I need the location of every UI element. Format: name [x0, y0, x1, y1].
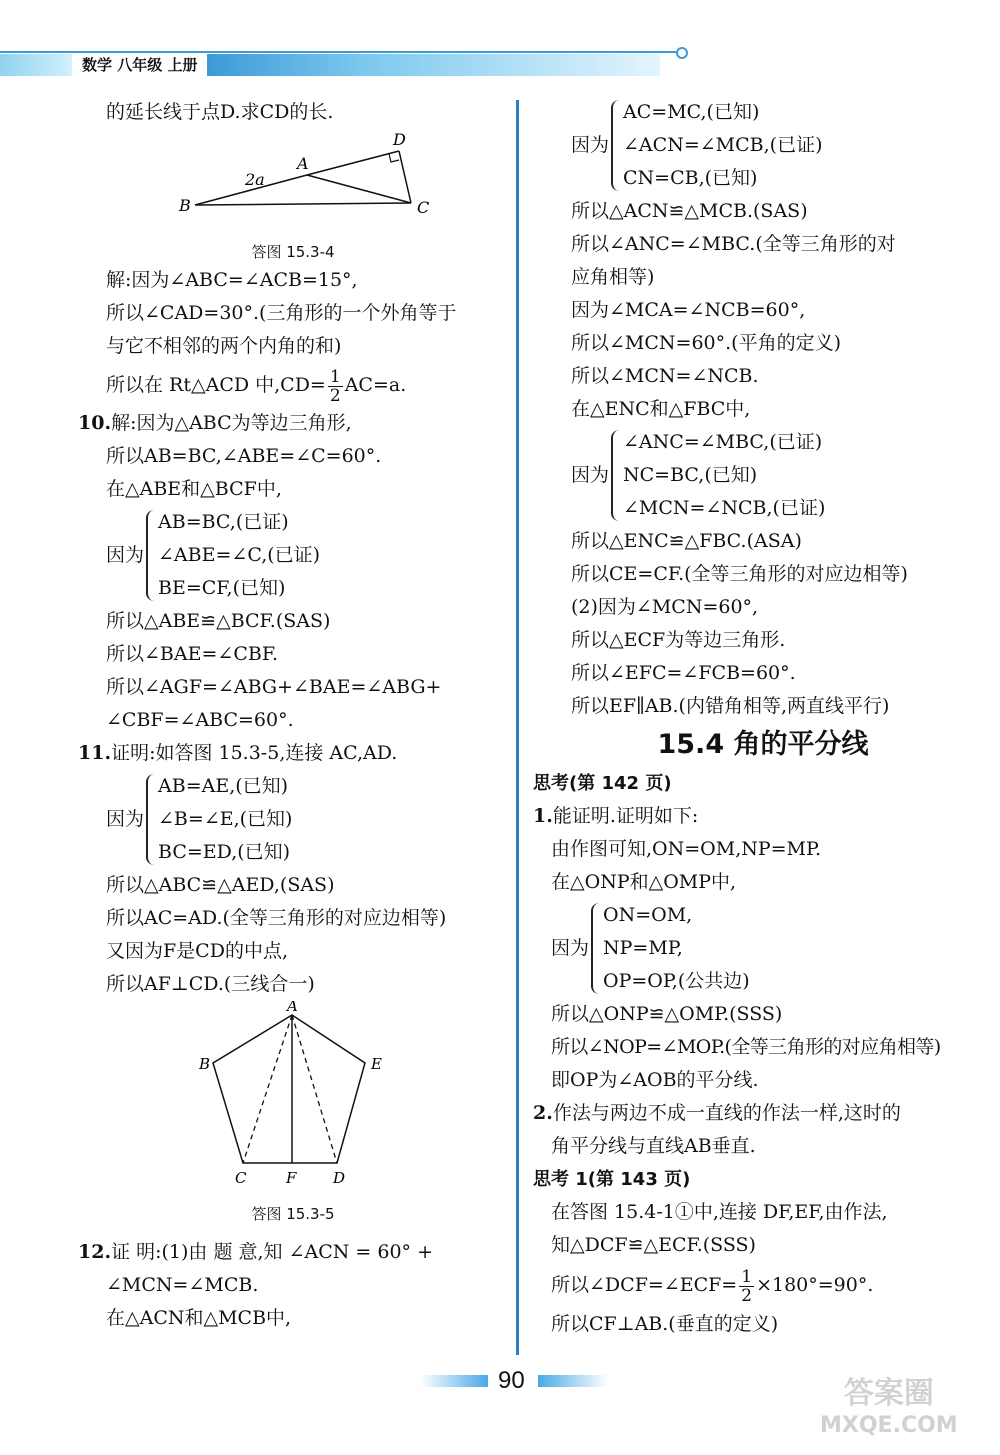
- brace-items: [623, 426, 825, 525]
- text-line: 解:因为∠ABC=∠ACB=15°,: [106, 269, 358, 291]
- text-line: 所以∠BAE=∠CBF.: [106, 643, 279, 665]
- footer-bar-left: [420, 1375, 488, 1387]
- label-d: D: [333, 1169, 346, 1187]
- text-span: 解:因为△ABC为等边三角形,: [111, 412, 352, 434]
- text-span: 证 明:(1)由 题 意,知 ∠ACN = 60° +: [111, 1241, 434, 1263]
- figure-15-3-5: [78, 1001, 508, 1226]
- because-label: 因为: [106, 544, 145, 566]
- watermark-line: MXQE.COM: [820, 1413, 958, 1438]
- brace-item: ∠B=∠E,(已知): [158, 808, 293, 830]
- text-line: 所以△ENC≌△FBC.(ASA): [571, 530, 802, 552]
- text-line: 在△ABE和△BCF中,: [106, 478, 282, 500]
- left-column: [78, 96, 508, 1335]
- brace-item: NC=BC,(已知): [623, 464, 758, 486]
- numerator: 1: [741, 1266, 753, 1287]
- text-line: 在答图 15.4-1①中,连接 DF,EF,由作法,: [551, 1201, 888, 1223]
- text-line: 所以∠MCN=∠NCB.: [571, 365, 759, 387]
- text-line: 又因为F是CD的中点,: [106, 940, 288, 962]
- page-header: [0, 46, 690, 80]
- because-label: 因为: [551, 937, 590, 959]
- label-b: B: [179, 196, 191, 215]
- text-line: 所以∠MCN=60°.(平角的定义): [571, 332, 841, 354]
- problem-11-heading: [78, 737, 508, 770]
- label-c: C: [417, 198, 430, 217]
- because-label: 因为: [571, 134, 610, 156]
- brace-group: [533, 96, 993, 195]
- brace-item: AB=BC,(已证): [158, 511, 289, 533]
- text-line: [533, 1262, 993, 1308]
- text-span: 所以在 Rt△ACD 中,CD=: [106, 374, 326, 396]
- text-line: 所以CE=CF.(全等三角形的对应边相等): [571, 563, 908, 585]
- brace-item: ∠ACN=∠MCB,(已证): [623, 134, 823, 156]
- text-line: ∠CBF=∠ABC=60°.: [106, 709, 294, 731]
- right-column: [533, 96, 993, 1341]
- text-line: 所以∠NOP=∠MOP.(全等三角形的对应角相等): [551, 1036, 941, 1058]
- label-c: C: [235, 1169, 247, 1187]
- problem-number: 10.: [78, 412, 112, 434]
- left-brace: [146, 510, 156, 601]
- text-line: 应角相等): [571, 266, 655, 288]
- text-line: 即OP为∠AOB的平分线.: [551, 1069, 759, 1091]
- text-span: 证明:如答图 15.3-5,连接 AC,AD.: [111, 742, 398, 764]
- text-line: 所以AB=BC,∠ABE=∠C=60°.: [106, 445, 382, 467]
- text-line: 所以∠EFC=∠FCB=60°.: [571, 662, 796, 684]
- watermark: [820, 1378, 958, 1442]
- question-1-heading: [533, 800, 993, 833]
- watermark-line: 答案圈: [843, 1376, 934, 1411]
- brace-item: OP=OP,(公共边): [603, 970, 750, 992]
- brace-group: [533, 899, 993, 998]
- because-label: 因为: [571, 464, 610, 486]
- left-brace: [591, 903, 601, 994]
- text-line: 所以∠CAD=30°.(三角形的一个外角等于: [106, 302, 457, 324]
- text-line: 所以AF⊥CD.(三线合一): [106, 973, 315, 995]
- question-2-heading: [533, 1097, 993, 1130]
- text-line: 所以△ABE≌△BCF.(SAS): [106, 610, 331, 632]
- text-line: 知△DCF≌△ECF.(SSS): [551, 1234, 756, 1256]
- text-line: 所以△ONP≌△OMP.(SSS): [551, 1003, 783, 1025]
- think-heading: 思考 1(第 143 页): [533, 1169, 691, 1190]
- brace-items: [158, 506, 320, 605]
- problem-number: 11.: [78, 742, 112, 764]
- brace-group: [78, 770, 508, 869]
- label-a: A: [287, 1001, 298, 1015]
- fraction: [328, 368, 343, 405]
- brace-item: AC=MC,(已知): [623, 101, 760, 123]
- denominator: 2: [329, 385, 341, 406]
- problem-12-heading: [78, 1236, 508, 1269]
- text-line: 在△ENC和△FBC中,: [571, 398, 751, 420]
- brace-item: AB=AE,(已知): [158, 775, 289, 797]
- text-span: 能证明.证明如下:: [552, 805, 699, 827]
- triangle-diagram: [83, 129, 503, 229]
- book-title: 数学 八年级 上册: [72, 54, 207, 76]
- brace-item: NP=MP,: [603, 937, 683, 959]
- text-line: 的延长线于点D.求CD的长.: [106, 101, 334, 123]
- figure-caption: 答图 15.3-5: [251, 1205, 335, 1223]
- text-line: (2)因为∠MCN=60°,: [571, 596, 759, 618]
- text-line: 因为∠MCA=∠NCB=60°,: [571, 299, 806, 321]
- page-footer: [420, 1367, 620, 1397]
- label-d: D: [393, 130, 406, 149]
- text-line: 角平分线与直线AB垂直.: [551, 1135, 756, 1157]
- text-line: 所以CF⊥AB.(垂直的定义): [551, 1313, 779, 1335]
- fraction: [739, 1268, 754, 1305]
- brace-items: [603, 899, 750, 998]
- column-divider: [516, 100, 519, 1355]
- text-line: 所以△ACN≌△MCB.(SAS): [571, 200, 808, 222]
- pentagon-diagram: [83, 1001, 503, 1191]
- page-number: 90: [498, 1367, 525, 1394]
- text-line: 在△ONP和△OMP中,: [551, 871, 737, 893]
- text-span: ×180°=90°.: [756, 1274, 874, 1296]
- text-span: AC=a.: [344, 374, 407, 396]
- brace-item: ON=OM,: [603, 904, 693, 926]
- header-rule: [0, 51, 680, 53]
- text-line: 所以∠AGF=∠ABG+∠BAE=∠ABG+: [106, 676, 442, 698]
- label-length: 2a: [245, 170, 265, 189]
- text-span: 作法与两边不成一直线的作法一样,这时的: [552, 1102, 901, 1124]
- left-brace: [611, 430, 621, 521]
- problem-10-heading: [78, 407, 508, 440]
- text-line: 与它不相邻的两个内角的和): [106, 335, 342, 357]
- brace-item: ∠ANC=∠MBC,(已证): [623, 431, 823, 453]
- brace-items: [158, 770, 292, 869]
- numerator: 1: [329, 366, 341, 387]
- brace-group: [78, 506, 508, 605]
- text-line: 在△ACN和△MCB中,: [106, 1307, 292, 1329]
- brace-item: ∠ABE=∠C,(已证): [158, 544, 321, 566]
- text-line: 所以△ECF为等边三角形.: [571, 629, 786, 651]
- text-line: 所以EF∥AB.(内错角相等,两直线平行): [571, 695, 890, 717]
- text-span: 所以∠DCF=∠ECF=: [551, 1274, 738, 1296]
- header-rule-end-dot: [676, 47, 688, 59]
- denominator: 2: [741, 1285, 753, 1306]
- left-brace: [611, 100, 621, 191]
- text-line: ∠MCN=∠MCB.: [106, 1274, 259, 1296]
- problem-number: 12.: [78, 1241, 112, 1263]
- label-f: F: [286, 1169, 297, 1187]
- brace-item: CN=CB,(已知): [623, 167, 758, 189]
- think-heading: 思考(第 142 页): [533, 773, 672, 794]
- label-e: E: [371, 1055, 382, 1073]
- label-b: B: [199, 1055, 211, 1073]
- brace-item: BE=CF,(已知): [158, 577, 286, 599]
- text-line: 所以AC=AD.(全等三角形的对应边相等): [106, 907, 447, 929]
- left-brace: [146, 774, 156, 865]
- brace-item: BC=ED,(已知): [158, 841, 291, 863]
- figure-15-3-4: [78, 129, 508, 264]
- question-number: 2.: [533, 1102, 553, 1124]
- text-line: 由作图可知,ON=OM,NP=MP.: [551, 838, 821, 860]
- section-title: 15.4 角的平分线: [657, 729, 869, 760]
- text-line: [78, 363, 508, 407]
- question-number: 1.: [533, 805, 553, 827]
- because-label: 因为: [106, 808, 145, 830]
- text-line: 所以△ABC≌△AED,(SAS): [106, 874, 335, 896]
- footer-bar-right: [538, 1375, 608, 1387]
- brace-item: ∠MCN=∠NCB,(已证): [623, 497, 826, 519]
- brace-items: [623, 96, 822, 195]
- text-line: 所以∠ANC=∠MBC.(全等三角形的对: [571, 233, 896, 255]
- brace-group: [533, 426, 993, 525]
- figure-caption: 答图 15.3-4: [251, 243, 335, 261]
- label-a: A: [297, 154, 309, 173]
